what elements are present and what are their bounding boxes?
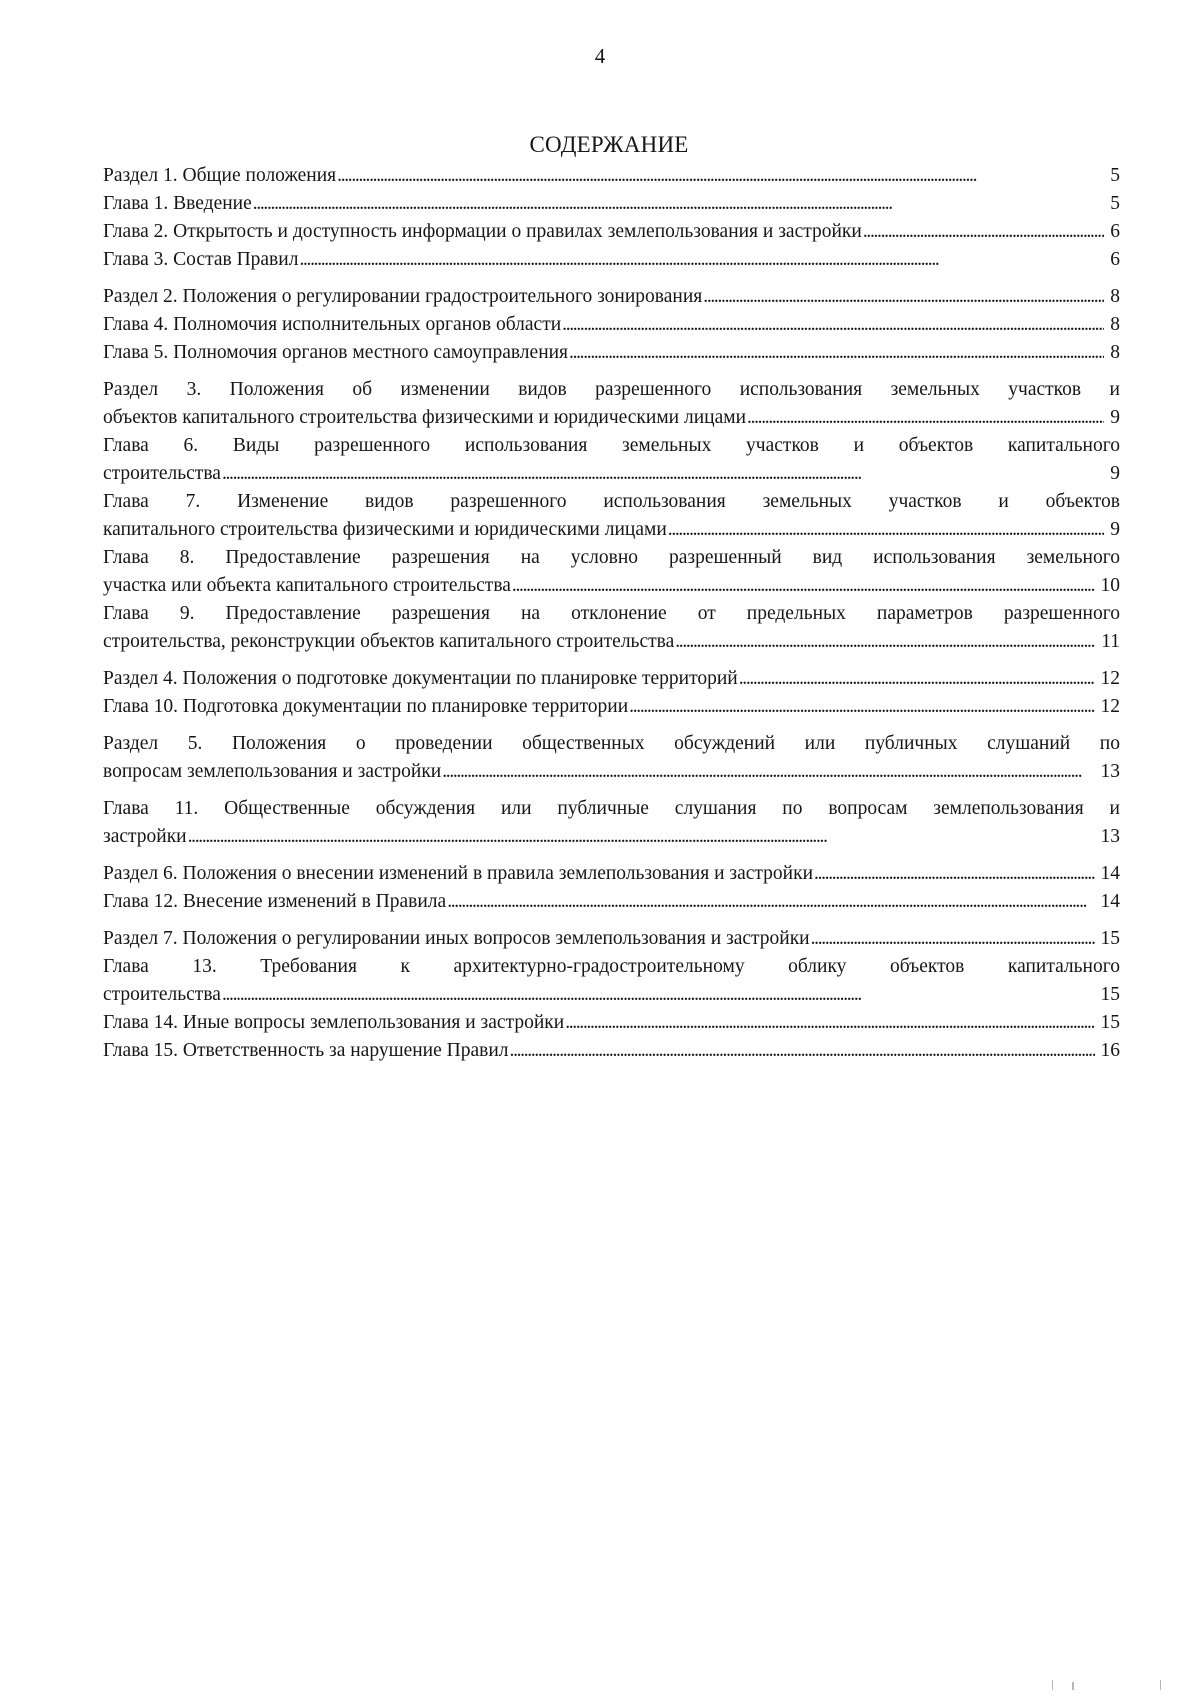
dot-leader — [675, 628, 1095, 656]
toc-entry[interactable] — [103, 246, 1120, 274]
toc-entry[interactable] — [103, 190, 1120, 218]
toc-entry-title: Глава 1. Введение — [103, 193, 252, 214]
toc-entry-row — [103, 981, 1120, 1009]
dot-leader — [562, 311, 1104, 339]
toc-entry-row — [103, 823, 1120, 851]
toc-entry-row — [103, 1009, 1120, 1037]
toc-page-number: 10 — [1100, 575, 1120, 596]
dot-leader — [512, 572, 1095, 600]
document-title: СОДЕРЖАНИЕ — [529, 132, 689, 157]
dot-leader — [703, 283, 1104, 311]
toc-entry-title: Глава 15. Ответственность за нарушение Правил — [103, 1040, 509, 1061]
toc-page-number: 5 — [1110, 165, 1120, 186]
toc-entry-row — [103, 860, 1120, 888]
toc-entry-title: строительства, реконструкции объектов капитального строительства — [103, 631, 675, 652]
toc-entry[interactable] — [103, 888, 1120, 916]
toc-entry-title-line: Глава 11. Общественные обсуждения или публичные слушания по вопросам землепользования и — [103, 798, 1120, 819]
toc-entry-title: застройки — [103, 826, 187, 847]
toc-page-number: 16 — [1100, 1040, 1120, 1061]
toc-entry-title-line: Раздел 5. Положения о проведении общественных обсуждений или публичных слушаний по — [103, 733, 1120, 754]
toc-entry-title: объектов капитального строительства физическими и юридическими лицами — [103, 407, 747, 428]
toc-page-number: 8 — [1110, 314, 1120, 335]
toc-page-number: 11 — [1101, 631, 1120, 652]
toc-entry-title: Глава 14. Иные вопросы землепользования и застройки — [103, 1012, 565, 1033]
toc-entry[interactable] — [103, 311, 1120, 339]
toc-entry-title: строительства — [103, 463, 221, 484]
toc-entry-title: Раздел 1. Общие положения — [103, 165, 337, 186]
toc-entry-title: Глава 4. Полномочия исполнительных органов области — [103, 314, 562, 335]
toc-entry-title: Глава 12. Внесение изменений в Правила — [103, 891, 447, 912]
toc-entry-title-line: Глава 7. Изменение видов разрешенного использования земельных участков и объектов — [103, 491, 1120, 512]
toc-entry-row — [103, 925, 1120, 953]
dot-leader — [222, 460, 1104, 488]
scan-mark — [1052, 1680, 1053, 1690]
toc-entry-title: вопросам землепользования и застройки — [103, 761, 442, 782]
dot-leader — [565, 1009, 1094, 1037]
toc-entry-title: капитального строительства физическими и юридическими лицами — [103, 519, 667, 540]
scan-mark — [1072, 1682, 1074, 1690]
toc-entry[interactable] — [103, 600, 1120, 656]
toc-entry-title: Глава 2. Открытость и доступность информации о правилах землепользования и застройки — [103, 221, 862, 242]
toc-page-number: 12 — [1100, 668, 1120, 689]
dot-leader — [188, 823, 1095, 851]
toc-entry[interactable] — [103, 925, 1120, 953]
toc-entry-title: строительства — [103, 984, 221, 1005]
page-number: 4 — [594, 44, 606, 68]
dot-leader — [299, 246, 1104, 274]
toc-entry-row — [103, 693, 1120, 721]
toc-entry[interactable] — [103, 665, 1120, 693]
dot-leader — [739, 665, 1095, 693]
toc-group — [103, 795, 1120, 851]
toc-entry[interactable] — [103, 339, 1120, 367]
toc-entry-title: Глава 3. Состав Правил — [103, 249, 299, 270]
dot-leader — [442, 758, 1094, 786]
toc-entry-title: Раздел 4. Положения о подготовке документации по планировке территорий — [103, 668, 738, 689]
toc-entry-title-line: Раздел 3. Положения об изменении видов разрешенного использования земельных участков и — [103, 379, 1120, 400]
toc-entry-row — [103, 404, 1120, 432]
toc-entry-title-line: Глава 8. Предоставление разрешения на условно разрешенный вид использования земельного — [103, 547, 1120, 568]
toc-group — [103, 730, 1120, 786]
toc-group — [103, 283, 1120, 367]
toc-entry-title: Раздел 6. Положения о внесении изменений в правила землепользования и застройки — [103, 863, 814, 884]
toc-entry-title: Раздел 7. Положения о регулировании иных вопросов землепользования и застройки — [103, 928, 810, 949]
toc-entry-row — [103, 460, 1120, 488]
toc-entry-title: Глава 10. Подготовка документации по планировке территории — [103, 696, 629, 717]
toc-group — [103, 860, 1120, 916]
toc-entry[interactable] — [103, 218, 1120, 246]
toc-entry-row — [103, 311, 1120, 339]
dot-leader — [253, 190, 1104, 218]
toc-group — [103, 162, 1120, 274]
toc-page-number: 15 — [1100, 928, 1120, 949]
dot-leader — [629, 693, 1094, 721]
dot-leader — [222, 981, 1095, 1009]
toc-entry-row — [103, 665, 1120, 693]
dot-leader — [668, 516, 1104, 544]
toc-page-number: 15 — [1100, 1012, 1120, 1033]
dot-leader — [510, 1037, 1095, 1065]
toc-entry-row — [103, 246, 1120, 274]
toc-entry-row — [103, 516, 1120, 544]
toc-page-number: 8 — [1110, 286, 1120, 307]
toc-entry[interactable] — [103, 860, 1120, 888]
toc-entry-title-line: Глава 6. Виды разрешенного использования земельных участков и объектов капитального — [103, 435, 1120, 456]
toc-page-number: 9 — [1110, 519, 1120, 540]
toc-entry[interactable] — [103, 1037, 1120, 1065]
dot-leader — [747, 404, 1104, 432]
toc-entry[interactable] — [103, 432, 1120, 488]
toc-page-number: 5 — [1110, 193, 1120, 214]
toc-group — [103, 665, 1120, 721]
toc-page-number: 12 — [1100, 696, 1120, 717]
toc-entry[interactable] — [103, 283, 1120, 311]
toc-entry-row — [103, 628, 1120, 656]
toc-entry[interactable] — [103, 162, 1120, 190]
toc-entry-row — [103, 1037, 1120, 1065]
toc-page-number: 13 — [1100, 761, 1120, 782]
toc-page-number: 6 — [1110, 249, 1120, 270]
dot-leader — [814, 860, 1094, 888]
toc-page-number: 9 — [1110, 463, 1120, 484]
dot-leader — [811, 925, 1095, 953]
table-of-contents — [103, 162, 1120, 1065]
toc-page-number: 9 — [1110, 407, 1120, 428]
toc-entry-title: Глава 5. Полномочия органов местного самоуправления — [103, 342, 569, 363]
toc-page-number: 14 — [1100, 863, 1120, 884]
toc-entry-title-line: Глава 9. Предоставление разрешения на отклонение от предельных параметров разрешенного — [103, 603, 1120, 624]
dot-leader — [447, 888, 1094, 916]
toc-entry-row — [103, 218, 1120, 246]
toc-page-number: 8 — [1110, 342, 1120, 363]
toc-group — [103, 925, 1120, 1065]
toc-entry-row — [103, 758, 1120, 786]
toc-entry[interactable] — [103, 376, 1120, 432]
toc-entry-row — [103, 190, 1120, 218]
toc-entry[interactable] — [103, 730, 1120, 786]
scan-mark — [1160, 1680, 1161, 1690]
dot-leader — [569, 339, 1104, 367]
dot-leader — [863, 218, 1104, 246]
toc-entry-title-line: Глава 13. Требования к архитектурно-градостроительному облику объектов капитального — [103, 956, 1120, 977]
toc-entry[interactable] — [103, 693, 1120, 721]
toc-entry-row — [103, 162, 1120, 190]
toc-entry-row — [103, 572, 1120, 600]
toc-entry[interactable] — [103, 488, 1120, 544]
toc-entry-title: Раздел 2. Положения о регулировании градостроительного зонирования — [103, 286, 703, 307]
toc-page-number: 13 — [1100, 826, 1120, 847]
toc-group — [103, 376, 1120, 656]
toc-entry-row — [103, 888, 1120, 916]
toc-entry-title: участка или объекта капитального строительства — [103, 575, 511, 596]
toc-page-number: 14 — [1100, 891, 1120, 912]
toc-entry[interactable] — [103, 795, 1120, 851]
toc-page-number: 15 — [1100, 984, 1120, 1005]
dot-leader — [337, 162, 1104, 190]
toc-entry-row — [103, 339, 1120, 367]
toc-entry-row — [103, 283, 1120, 311]
toc-entry[interactable] — [103, 953, 1120, 1009]
toc-entry[interactable] — [103, 1009, 1120, 1037]
toc-entry[interactable] — [103, 544, 1120, 600]
toc-page-number: 6 — [1110, 221, 1120, 242]
